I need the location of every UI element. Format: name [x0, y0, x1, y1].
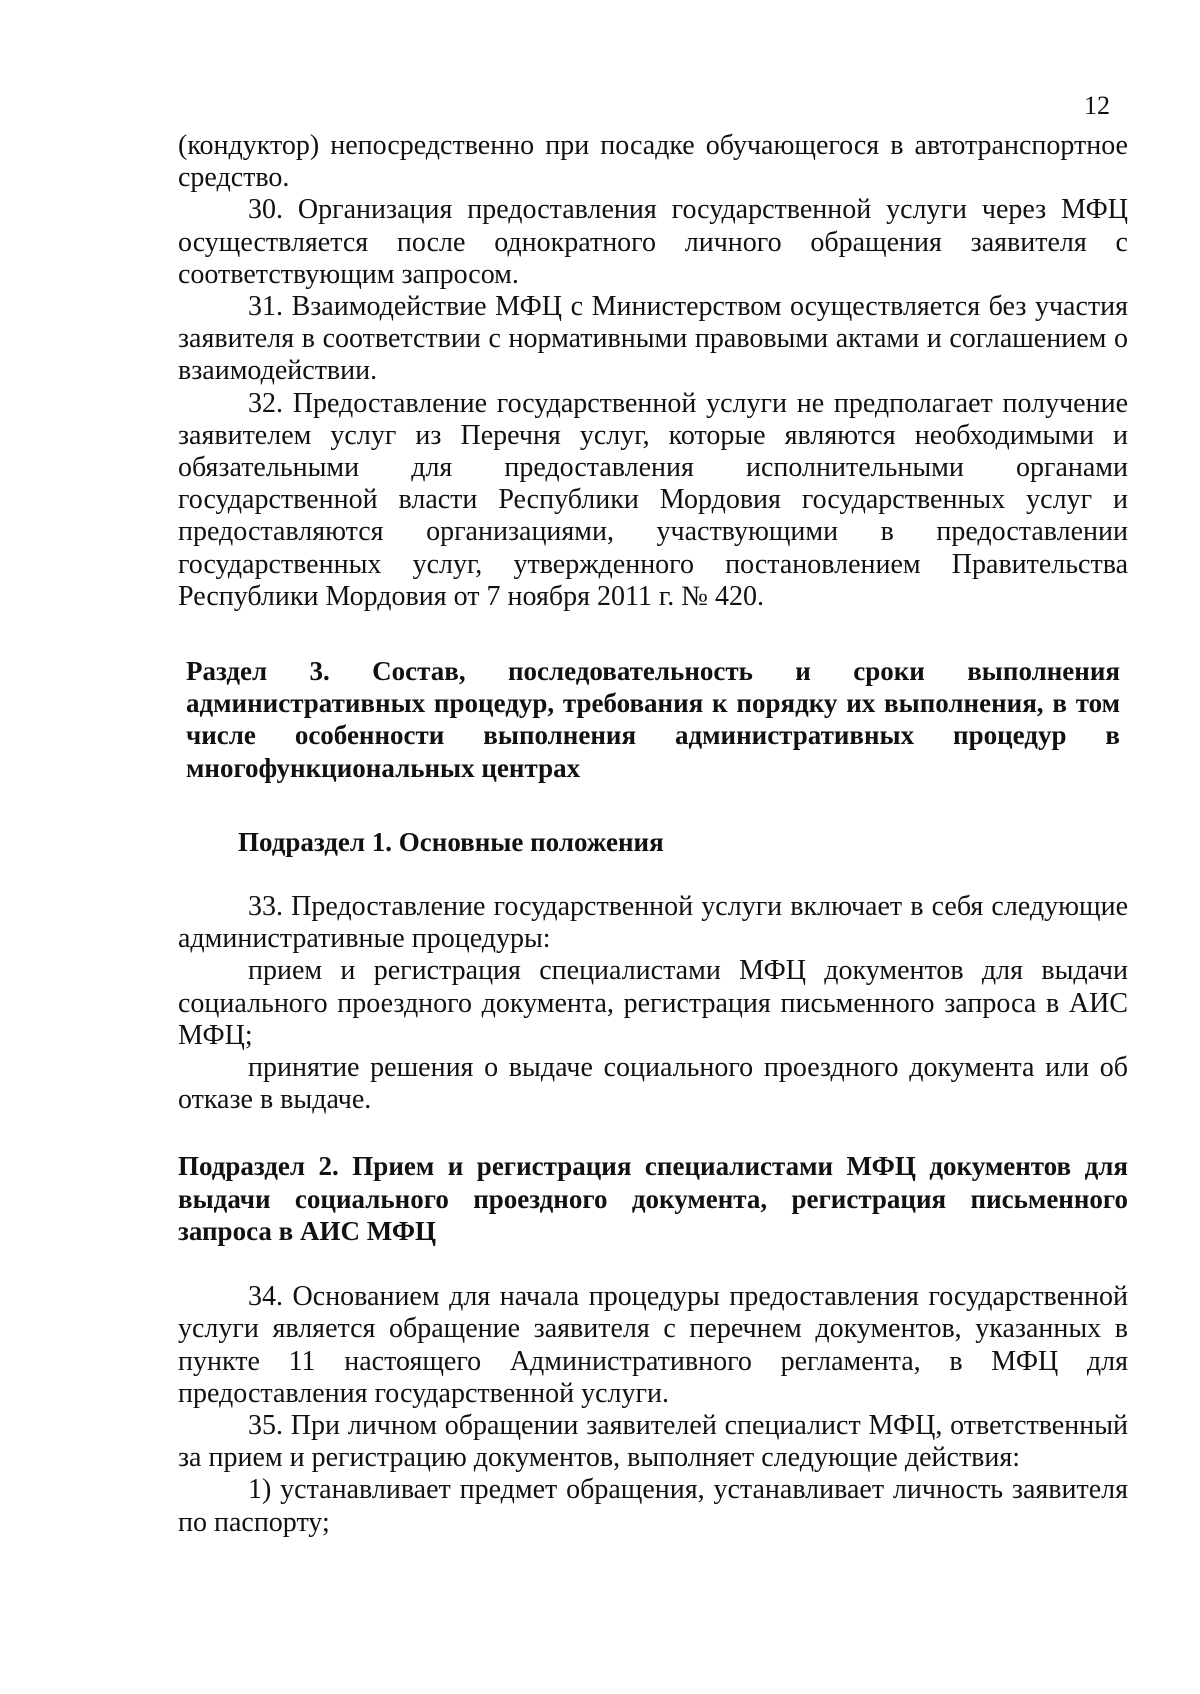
- paragraph-33-item-1: прием и регистрация специалистами МФЦ документов для выдачи социального проездного документа, регистрация письменного запроса в АИС МФЦ;: [178, 955, 1128, 1051]
- subsection-2-heading: Подраздел 2. Прием и регистрация специалистами МФЦ документов для выдачи социального проездного документа, регистрация письменного запроса в АИС МФЦ: [178, 1151, 1128, 1246]
- section-3-heading: Раздел 3. Состав, последовательность и сроки выполнения административных процедур, требования к порядку их выполнения, в том числе особенности выполнения административных процедур в многофункциональных центрах: [186, 656, 1120, 783]
- spacer: [178, 1116, 1128, 1150]
- document-body: [178, 130, 1128, 1539]
- paragraph-31: 31. Взаимодействие МФЦ с Министерством осуществляется без участия заявителя в соответствии с нормативными правовыми актами и соглашением о взаимодействии.: [178, 291, 1128, 387]
- paragraph-35: 35. При личном обращении заявителей специалист МФЦ, ответственный за прием и регистрацию документов, выполняет следующие действия:: [178, 1409, 1128, 1474]
- spacer: [178, 613, 1128, 655]
- spacer: [178, 784, 1128, 826]
- paragraph-33: 33. Предоставление государственной услуги включает в себя следующие административные процедуры:: [178, 891, 1128, 955]
- paragraph-35-item-1: 1) устанавливает предмет обращения, устанавливает личность заявителя по паспорту;: [178, 1474, 1128, 1538]
- page-number: 12: [1084, 91, 1110, 120]
- spacer: [178, 858, 1128, 891]
- subsection-1-heading: Подраздел 1. Основные положения: [238, 826, 664, 857]
- paragraph-33-item-2: принятие решения о выдаче социального проездного документа или об отказе в выдаче.: [178, 1052, 1128, 1116]
- paragraph-30: 30. Организация предоставления государственной услуги через МФЦ осуществляется после однократного личного обращения заявителя с соответствующим запросом.: [178, 194, 1128, 290]
- paragraph-32: 32. Предоставление государственной услуги не предполагает получение заявителем услуг из Перечня услуг, которые являются необходимыми и обязательными для предоставления исполнительными органами государственной власти Республики Мордовия государственных услуг и предоставляются организациями, участвующими в предоставлении государственных услуг, утвержденного постановлением Правительства Республики Мордовия от 7 ноября 2011 г. № 420.: [178, 387, 1128, 612]
- spacer: [178, 1247, 1128, 1281]
- paragraph-continuation: (кондуктор) непосредственно при посадке обучающегося в автотранспортное средство.: [178, 130, 1128, 194]
- paragraph-34: 34. Основанием для начала процедуры предоставления государственной услуги является обращение заявителя с перечнем документов, указанных в пункте 11 настоящего Административного регламента, в МФЦ для предоставления государственной услуги.: [178, 1281, 1128, 1409]
